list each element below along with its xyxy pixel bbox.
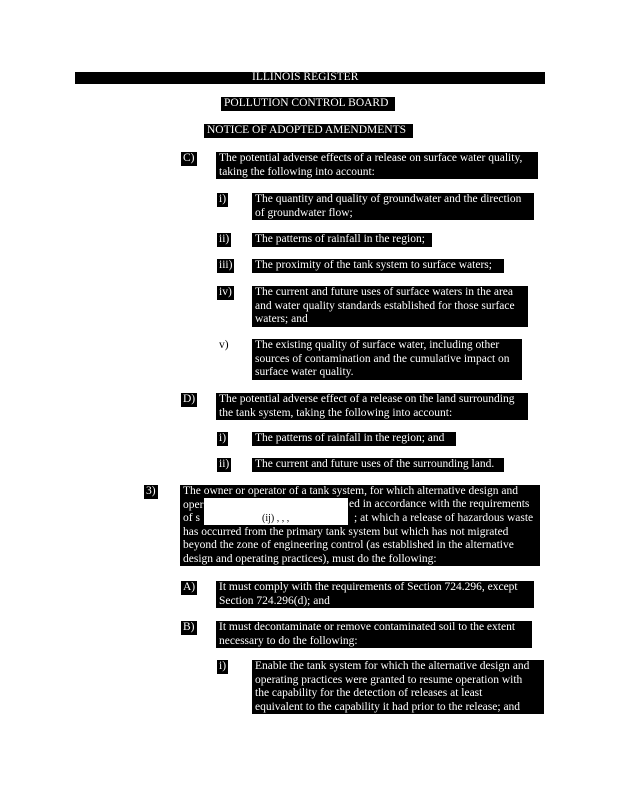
item-C-ii-text: The patterns of rainfall in the region; — [252, 233, 432, 247]
item-label-C-ii: ii) — [219, 233, 230, 245]
notice-title: NOTICE OF ADOPTED AMENDMENTS — [204, 124, 413, 138]
board-name: POLLUTION CONTROL BOARD — [221, 97, 395, 111]
item-C-i-text: The quantity and quality of groundwater and the direction of groundwater flow; — [252, 193, 534, 220]
item-label-A: A) — [183, 581, 196, 593]
item-D-ii-text: The current and future uses of the surrounding land. — [252, 458, 504, 472]
item-C-iii-text: The proximity of the tank system to surface waters; — [252, 259, 504, 273]
item-3-line3-mid: (ij) , , , — [262, 513, 290, 524]
item-label-3: 3) — [146, 485, 156, 497]
item-C-text: The potential adverse effects of a release on surface water quality, taking the following into account: — [216, 152, 538, 179]
item-3-line3-tail: ; at which a release of hazardous waste — [354, 512, 534, 524]
item-C-iv-text: The current and future uses of surface waters in the area and water quality standards established for those surface waters; and — [252, 286, 528, 327]
item-label-D-ii: ii) — [219, 458, 230, 470]
item-label-C-v: v) — [219, 339, 229, 351]
item-B-text: It must decontaminate or remove contaminated soil to the extent necessary to do the following: — [216, 621, 532, 648]
item-3-line2-tail: ed in accordance with the requirements — [349, 498, 530, 510]
item-A-text: It must comply with the requirements of Section 724.296, except Section 724.296(d); and — [216, 581, 534, 608]
register-title: ILLINOIS REGISTER — [252, 71, 359, 83]
item-D-text: The potential adverse effect of a release on the land surrounding the tank system, taking the following into account: — [216, 393, 528, 420]
item-D-i-text: The patterns of rainfall in the region; and — [252, 432, 456, 446]
item-C-v-text: The existing quality of surface water, including other sources of contamination and the cumulative impact on surface water quality. — [252, 339, 522, 380]
item-label-C-iii: iii) — [219, 259, 233, 271]
item-label-C-i: i) — [219, 193, 227, 205]
item-label-B: B) — [183, 621, 195, 633]
item-label-D-i: i) — [219, 432, 227, 444]
item-label-B-i: i) — [219, 660, 227, 672]
item-3-text: The owner or operator of a tank system, for which alternative design and oper of s has occurred from the primary tank system but which has not migrated beyond the zone of engineering control (as established in the alternative design and operating practices), must do the following: — [180, 485, 540, 566]
item-label-D: D) — [183, 393, 196, 405]
item-label-C-iv: iv) — [219, 286, 232, 298]
item-B-i-text: Enable the tank system for which the alternative design and operating practices were granted to resume operation with the capability for the detection of releases at least equivalent to the capability it had prior to the release; and — [252, 660, 544, 714]
item-label-C: C) — [183, 152, 195, 164]
